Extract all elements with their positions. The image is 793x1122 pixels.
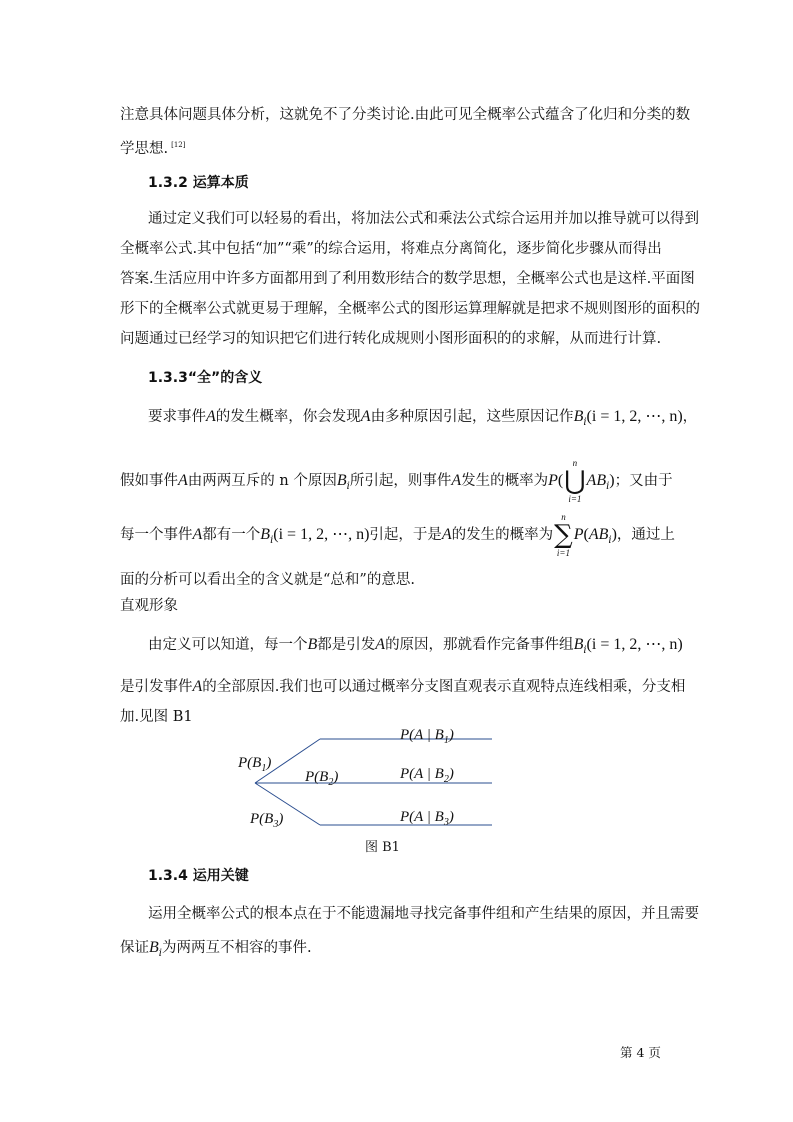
section-heading-1-3-3: 1.3.3“全”的含义 (148, 370, 263, 386)
paragraph-line: 每一个事件A都有一个$B_i(i = 1$, 2, ⋯, n)引起，于是A的发生的概率为 n ∑ i=1 $P(AB_i)$，通过上 (120, 512, 675, 558)
page-number: 第 4 页 (620, 1045, 661, 1060)
paragraph-line: 保证$B_i$为两两互不相容的事件. (120, 939, 312, 959)
paragraph-line: 学思想. [12] (120, 140, 186, 157)
section-label-intuitive: 直观形象 (120, 598, 178, 614)
paragraph-line: 全概率公式.其中包括“加”“乘”的综合运用，将难点分离简化，逐步简化步骤从而得出 (120, 241, 662, 257)
paragraph-line: 形下的全概率公式就更易于理解，全概率公式的图形运算理解就是把求不规则图形的面积的 (120, 301, 700, 317)
union-operator: n ⋃ i=1 (564, 458, 586, 504)
probability-tree-diagram (230, 725, 510, 835)
paragraph-line: 运用全概率公式的根本点在于不能遗漏地寻找完备事件组和产生结果的原因，并且需要 (148, 906, 699, 922)
paragraph-line: 注意具体问题具体分析，这就免不了分类讨论.由此可见全概率公式蕴含了化归和分类的数 (120, 107, 691, 123)
paragraph-line: 是引发事件A的全部原因.我们也可以通过概率分支图直观表示直观特点连线相乘，分支相 (120, 678, 686, 695)
index-range: (i = 1, 2, ⋯, n) (586, 408, 683, 425)
citation: [12] (171, 141, 186, 149)
paragraph-line: 通过定义我们可以轻易的看出，将加法公式和乘法公式综合运用并加以推导就可以得到 (148, 211, 699, 227)
figure-caption: 图 B1 (365, 840, 400, 855)
paragraph-line: 由定义可以知道，每一个B都是引发A的原因，那就看作完备事件组$B_i(i = 1$, 2, ⋯, n) (148, 636, 683, 656)
label-p-a-given-b2: P(A | $B_2$) (400, 766, 454, 785)
section-heading-1-3-4: 1.3.4 运用关键 (148, 868, 249, 884)
label-p-a-given-b1: P(A | $B_1$) (400, 727, 454, 746)
label-p-a-given-b3: P(A | $B_3$) (400, 809, 454, 828)
label-p-b1: $P(B_1)$ (238, 755, 272, 774)
paragraph-line: 假如事件A由两两互斥的 n 个原因$B_i$所引起，则事件A发生的概率为P( n ⋃ i=1 $AB_i$)；又由于 (120, 458, 673, 504)
paragraph-line: 加.见图 B1 (120, 709, 193, 725)
paragraph-line: 面的分析可以看出全的含义就是“总和”的意思. (120, 572, 415, 588)
sum-operator: n ∑ i=1 (554, 512, 573, 558)
paragraph-line: 要求事件A的发生概率，你会发现A由多种原因引起，这些原因记作$B_i(i = 1$, 2, ⋯, n)， (148, 408, 698, 428)
paragraph-line: 问题通过已经学习的知识把它们进行转化成规则小图形面积的的求解，从而进行计算. (120, 331, 662, 347)
label-p-b2: $P(B_2)$ (305, 769, 339, 788)
label-p-b3: $P(B_3)$ (250, 811, 284, 830)
section-heading-1-3-2: 1.3.2 运算本质 (148, 175, 249, 191)
paragraph-line: 答案.生活应用中许多方面都用到了利用数形结合的数学思想，全概率公式也是这样.平面图 (120, 271, 695, 287)
